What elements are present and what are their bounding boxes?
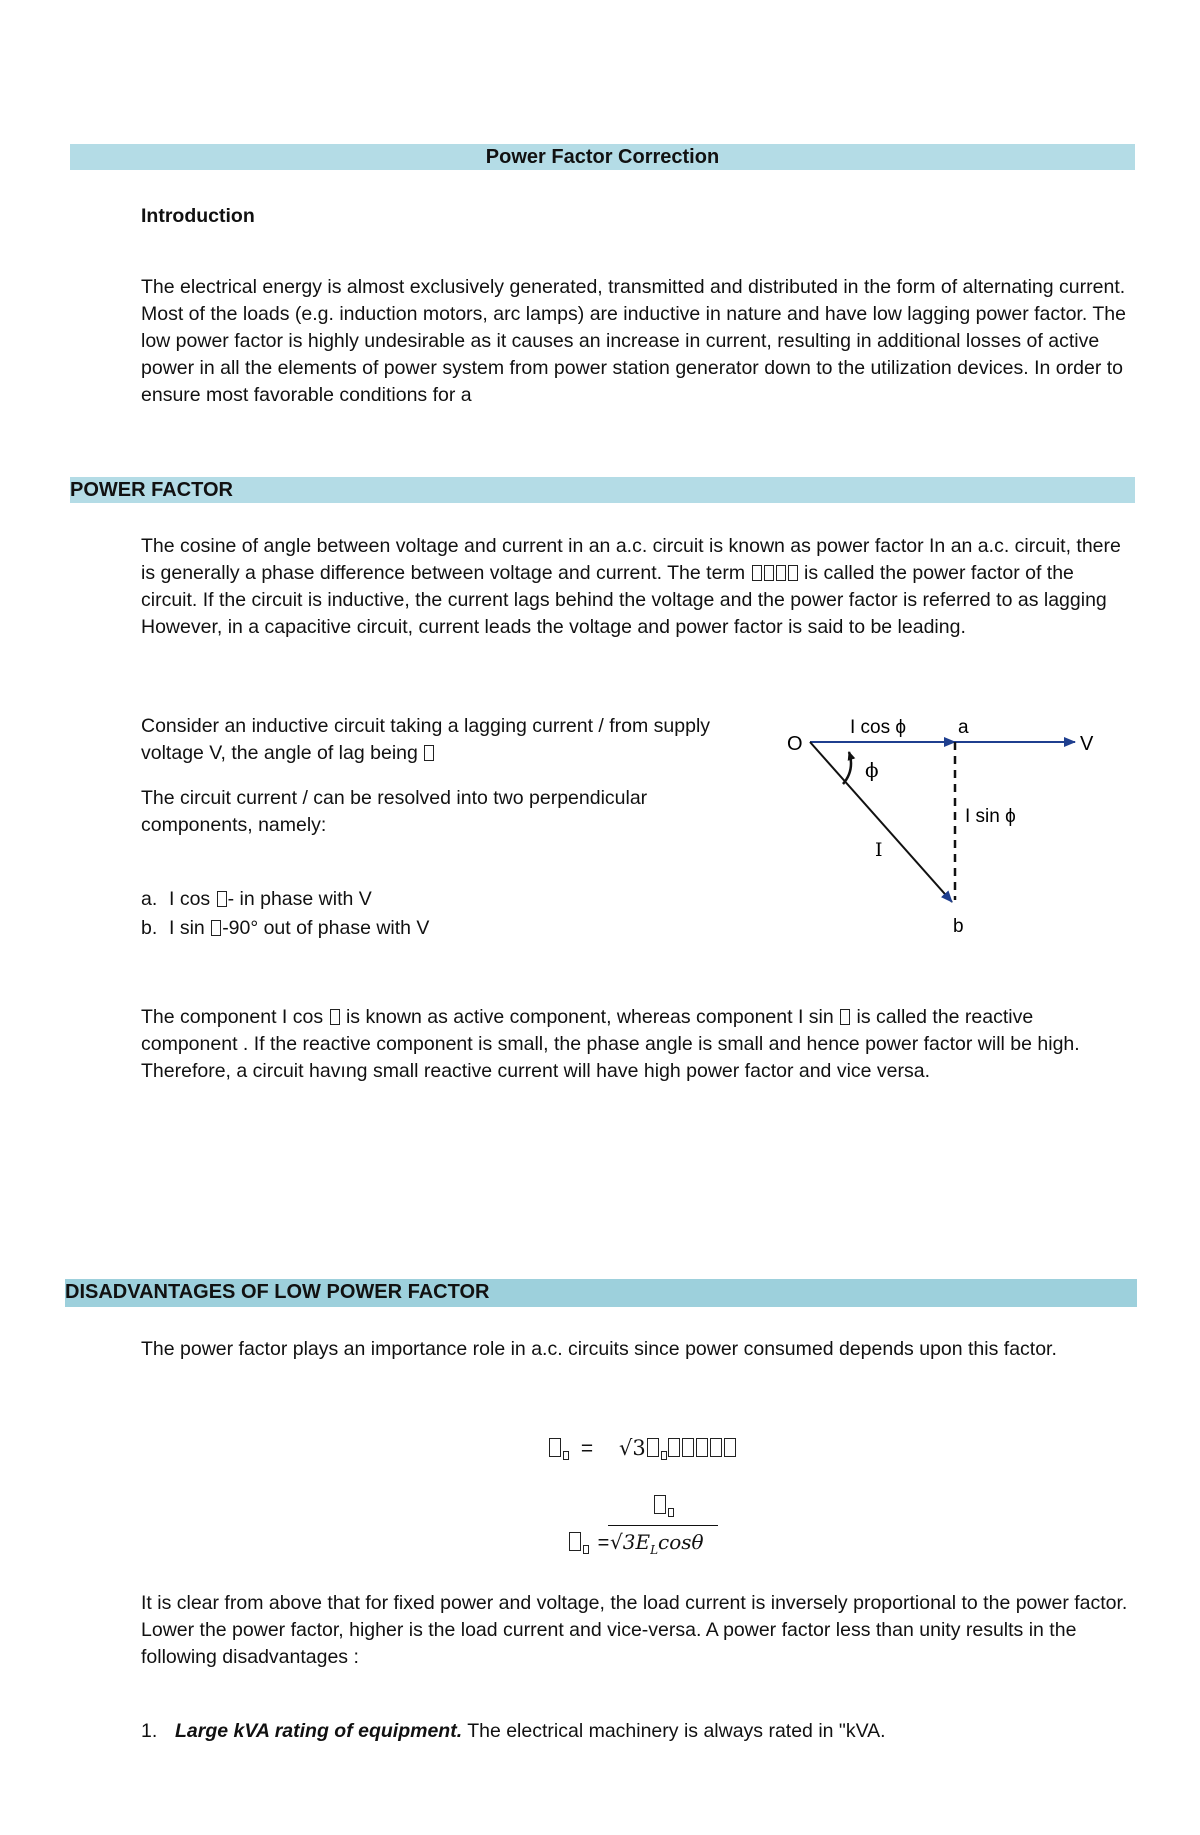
- fraction-denominator: $√3E_L\cos\theta$: [610, 1530, 704, 1557]
- power-factor-paragraph: [141, 533, 1131, 641]
- disadvantages-band: [65, 1279, 1137, 1307]
- label-i: I: [875, 839, 883, 861]
- label-o: O: [787, 733, 803, 755]
- page-title: Power Factor Correction: [485, 146, 720, 168]
- missing-glyph: [424, 745, 434, 761]
- list-item: a. I cos - in phase with V: [141, 888, 372, 910]
- label-isin: I sin ϕ: [965, 806, 1016, 827]
- pf-text-2: is called the power factor of the circuit. If the circuit is inductive, the current lags behind the voltage and the power factor is referred to as lagging However, in a capacitive circuit, current leads the voltage and power factor is said to be leading.: [141, 562, 1107, 638]
- list-item: b. I sin -90° out of phase with V: [141, 917, 430, 939]
- intro-heading: Introduction: [141, 205, 255, 227]
- power-factor-band: [70, 477, 1135, 503]
- title-band: [70, 144, 1135, 170]
- pf-text-1: The cosine of angle between voltage and current in an a.c. circuit is known as power factor In an a.c. circuit, there is generally a phase difference between voltage and current. The term: [141, 535, 1121, 584]
- power-factor-heading: POWER FACTOR: [70, 479, 233, 501]
- inductive-paragraph: [141, 713, 721, 767]
- inductive-text: Consider an inductive circuit taking a lagging current / from supply voltage V, the angle of lag being: [141, 715, 711, 764]
- fraction-bar: [608, 1525, 718, 1526]
- equation-current: [568, 1495, 718, 1567]
- equation-power: = √3: [548, 1436, 737, 1461]
- disadvantages-heading: DISADVANTAGES OF LOW POWER FACTOR: [65, 1281, 490, 1303]
- disadvantages-intro: The power factor plays an importance role in a.c. circuits since power consumed depends upon this factor.: [141, 1338, 1057, 1360]
- label-v: V: [1080, 733, 1094, 755]
- label-icos: I cos ϕ: [850, 717, 907, 738]
- label-b: b: [953, 916, 964, 937]
- disadvantage-item-1: 1. Large kVA rating of equipment. The electrical machinery is always rated in "kVA.: [141, 1720, 886, 1742]
- active-reactive-paragraph: The component I cos is known as active component, whereas component I sin is called the reactive component . If the reactive component is small, the phase angle is small and hence power factor will be high. Therefore, a circuit havıng small reactive current will have high power factor and vice versa.: [141, 1006, 1080, 1082]
- intro-paragraph: The electrical energy is almost exclusively generated, transmitted and distributed in the form of alternating current. Most of the loads (e.g. induction motors, arc lamps) are inductive in nature and have low lagging power factor. The low power factor is highly undesirable as it causes an increase in current, resulting in additional losses of active power in all the elements of power system from power station generator down to the utilization devices. In order to ensure most favorable conditions for a: [141, 276, 1126, 406]
- load-current-paragraph: It is clear from above that for fixed power and voltage, the load current is inversely proportional to the power factor. Lower the power factor, higher is the load current and vice-versa. A power factor less than unity results in the following disadvantages :: [141, 1592, 1128, 1668]
- label-a: a: [958, 717, 969, 738]
- current-phasor-line: [810, 742, 952, 902]
- fraction-lhs: =: [568, 1532, 609, 1555]
- fraction-numerator: [653, 1495, 674, 1517]
- phasor-diagram: [775, 710, 1105, 940]
- missing-glyph: [751, 562, 799, 584]
- components-list: [141, 885, 429, 943]
- label-phi: ϕ: [865, 758, 879, 782]
- components-paragraph: The circuit current / can be resolved into two perpendicular components, namely:: [141, 787, 648, 836]
